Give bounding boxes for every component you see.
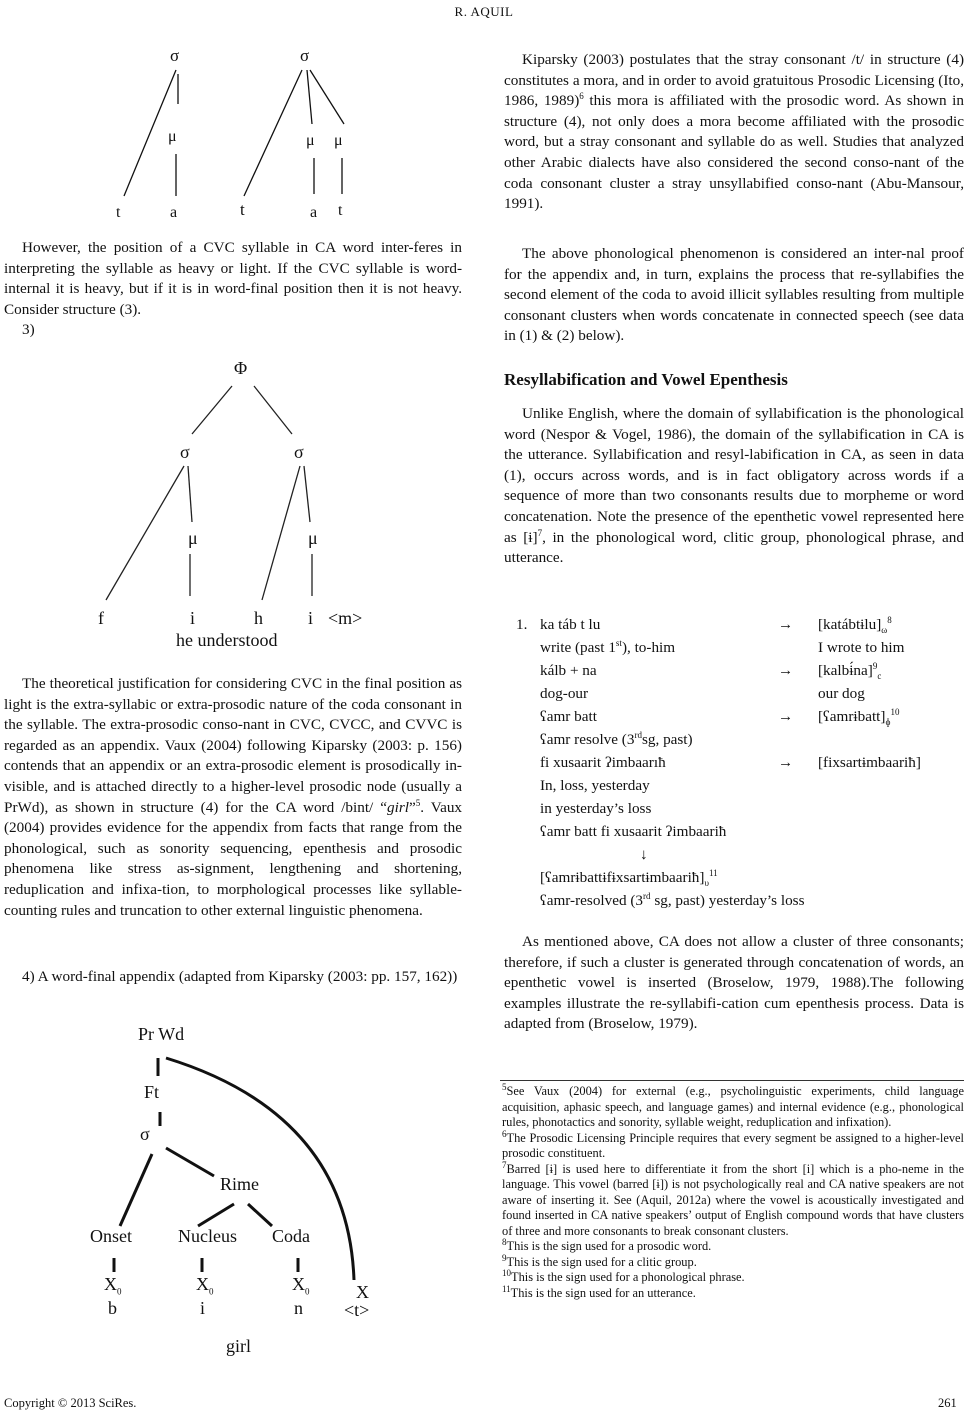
gloss-he-understood: he understood [176,630,278,650]
example-gloss: ʕamr resolve (3rdsg, past) [540,729,693,748]
segment-t: t [116,204,121,221]
footnote: $^5$See Vaux (2004) for external (e.g., psycholinguistic experiments, child language acquisition, aphasic speech, and language games) and internal evidence (e.g., phonological rules, phonotactics and sonority, syllable weight, reduplication and infixation). [502,1081,964,1129]
segment-a: a [170,204,178,221]
footnote: $^7$Barred [ɨ] is used here to differentiate it from the short [i] which is a pho-neme in the language. This vowel (barred [ɨ]) is not psychologically real and CA native speakers are not aware of inserting it. See (Aquil, 2012a) where the vowel is acoustically investigated and found inserted in CA native speakers’ output of English compound words that have clusters of three and more consonants to break consonant clusters. [502,1159,964,1238]
segment-h: h [254,608,263,628]
segment-t-appendix: <t> [344,1300,370,1320]
example-gloss: dog-our [540,685,589,702]
tree-line [198,1204,234,1226]
tree-line [254,386,292,434]
sigma-node: σ [180,442,190,462]
sigma-node: σ [170,46,180,65]
tree-line [188,466,192,522]
copyright: Copyright © 2013 SciRes. [4,1396,137,1410]
segment-i: i [190,608,196,628]
tree-line [120,1154,152,1226]
example-input: ʕamr batt [540,708,597,725]
example-output: [kalbɨ́na]$^9_c$ [818,660,882,682]
example-output: [fixsartɨmbaariħ] [818,754,921,771]
structure-4-label: 4) A word-final appendix (adapted from Kiparsky (2003: pp. 157, 162)) [22,968,458,985]
sigma-node: σ [140,1124,150,1144]
nucleus-node: Nucleus [178,1226,237,1246]
segment-i: i [308,608,314,628]
example-input: fi xusaarit ʔimbaarıħ [540,754,666,771]
example-translation: I wrote to him [818,639,905,656]
gloss-girl: girl [226,1336,251,1356]
prwd-node: Pr Wd [138,1024,185,1044]
section-heading: Resyllabification and Vowel Epenthesis [504,370,788,389]
segment-t: t [240,200,245,219]
figure-syllable-trees [112,44,352,230]
tree-line [307,70,312,124]
segment-a: a [310,204,318,221]
footnote-divider [500,1080,964,1081]
figure-1-svg [112,44,352,230]
mora-node: μ [334,132,343,149]
left-paragraph-2: The theoretical justification for considering CVC in the final position as light is the extra-syllabic or extra-prosodic nature of the coda consonant in the syllable. The extra-prosodic conso-nant in CVC, CVCC, and CVVC is regarded as an appendix. Vaux (2004) following Kiparsky (2003: p. 156) contends that an appendix or an extra-prosodic element is prosodically in-visible, and is attached directly to a higher-level prosodic node (usually a PrWd), as shown in structure (4) for the CA word /bint/ “girl”$^5$. Vaux (2004) provides evidence for the appendix from facts that range from the phonological, such as sonority sequencing, epenthesis and prosodic phenomena like stress as-signment, lengthening and shortening, reduplication and infixa-tion, to morphological processes like syllable-counting rules and truncation to other external linguistic phenomena. [4,675,463,919]
rime-node: Rime [220,1174,259,1194]
mora-node: μ [306,132,315,149]
arrow: → [778,754,794,771]
figure-structure-3 [92,356,382,660]
example-output: $[ʕamrɨbattɨfɨxsartɨmbaariħ]_\upsilon^{11}$ [540,867,718,889]
tree-line [244,70,302,196]
right-paragraph-1: Kiparsky (2003) postulates that the stray consonant /t/ in structure (4) constitutes a mora, and in order to avoid gratuitous Prosodic Licensing (Ito, 1986, 1989)$^6$ this mora is affiliated with the prosodic word. As shown in structure (4), not only does a mora become affiliated with the prosodic word, but a stray consonant and syllable do as well. Studies that analyzed other Arabic dialects have also considered the second conso-nant of the coda consonant cluster a stray unsyllabified conso-nant (Abu-Mansour, 1991). [504,51,964,213]
right-paragraph-2: The above phonological phenomenon is considered an inter-nal proof for the appendix and, in turn, explains the process that re-syllabifies the second element of the coda to avoid illicit syllables resulting from multiple consonant clusters when words concatenate in connected speech (see data in (1) & (2) below). [504,245,964,345]
running-header: R. AQUIL [454,4,514,19]
x-slot: $X_0$ [292,1274,310,1297]
footnote: $^8$This is the sign used for a prosodic word. [502,1236,712,1253]
tree-line [304,466,310,522]
footnote: $^9$This is the sign used for a clitic group. [502,1252,697,1269]
sigma-node: σ [300,46,310,65]
arrow: → [778,708,794,725]
foot-node: Ft [144,1082,160,1102]
down-arrow: ↓ [640,846,648,863]
footnote: $^6$The Prosodic Licensing Principle requires that every segment be assigned to a higher-level prosodic constituent. [502,1128,964,1160]
segment-b: b [108,1298,117,1318]
right-paragraph-3: Unlike English, where the domain of syllabification is the phonological word (Nespor & Vogel, 1986), the domain of the syllabification in CA is the utterance. Syllabification and resyl-labification in CA, as seen in data (1), occurs across words, and is in fact obligatory across words if a sequence of more than two consonants results due to morpheme or word concatenation. Note the presence of the epenthetic vowel represented here as [ɨ]$^7$, in the phonological word, clitic group, phonological phrase, and utterance. [504,405,964,567]
figure-structure-4 [86,1018,376,1364]
left-paragraph-1: However, the position of a CVC syllable in CA word inter-feres in interpreting the syllable as heavy or light. If the CVC syllable is word-internal it is heavy, but if it is in word-final position then it is not heavy. Consider structure (3). [4,239,462,318]
arrow: → [778,662,794,679]
mora-node: μ [188,528,198,548]
right-paragraph-4: As mentioned above, CA does not allow a cluster of three consonants; therefore, if such a cluster is generated through concatenation of words, an epenthetic vowel is inserted (Broselow, 1979, 1988).The following examples illustrate the re-syllabifi-cation cum epenthesis process. Data is adapted from (Broselow, 1979). [504,933,964,1033]
x-slot: $X_0$ [196,1274,214,1297]
mora-node: μ [168,128,177,145]
example-output: $[katábtɨlu]_\omega^8$ [818,614,892,636]
example-input: ka táb t lu [540,616,601,633]
tree-line [192,386,232,434]
footnote: $^{10}$This is the sign used for a phonological phrase. [502,1267,745,1284]
example-gloss: write (past 1st), to-him [540,637,676,656]
footnote: $^{11}$This is the sign used for an utterance. [502,1283,696,1300]
x-slot: $X_0$ [104,1274,122,1297]
segment-n: n [294,1298,303,1318]
coda-node: Coda [272,1226,310,1246]
x-appendix: X [356,1282,369,1302]
tree-line [166,1148,214,1176]
example-input: kálb + na [540,662,597,679]
example-translation: in yesterday’s loss [540,800,652,817]
segment-t: t [338,202,343,219]
example-number: 1. [516,616,528,633]
arrow: → [778,616,794,633]
structure-3-label: 3) [22,321,35,338]
example-gloss: ʕamr-resolved (3rd sg, past) yesterday’s loss [540,890,805,909]
example-block [512,614,962,914]
example-translation: our dog [818,685,865,702]
tree-line [248,1204,272,1226]
footnotes [502,1081,964,1301]
example-input: ʕamr batt fi xusaarit ʔimbaariħ [540,823,727,840]
sigma-node: σ [294,442,304,462]
phi-node: Φ [234,358,248,378]
tree-line [310,70,344,124]
example-output: $[ʕamrɨbatt]_ɸ^{10}$ [818,706,900,728]
onset-node: Onset [90,1226,132,1246]
segment-i: i [200,1298,206,1318]
segment-f: f [98,608,104,628]
tree-line [106,466,184,600]
tree-line [262,466,300,600]
page-number: 261 [938,1396,957,1410]
mora-node: μ [308,528,318,548]
example-gloss: In, loss, yesterday [540,777,650,794]
appendix-m: <m> [328,608,363,628]
